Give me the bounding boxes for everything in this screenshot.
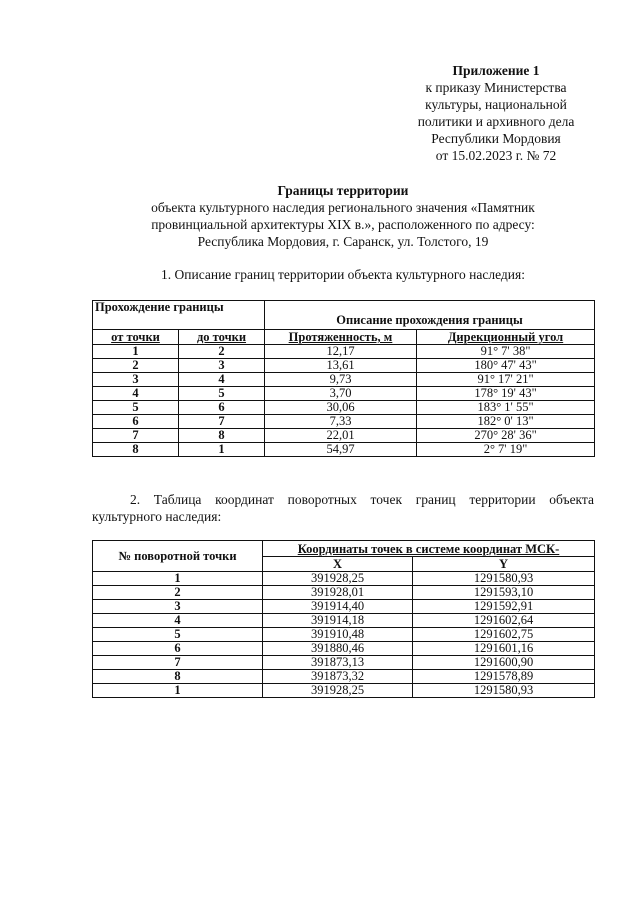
cell-point: 8 bbox=[93, 670, 263, 684]
appendix-line: Республики Мордовия bbox=[431, 131, 561, 146]
cell-length: 9,73 bbox=[265, 373, 417, 387]
table-row bbox=[93, 656, 595, 670]
cell-x: 391914,18 bbox=[263, 614, 413, 628]
table-row bbox=[93, 586, 595, 600]
cell-point: 3 bbox=[93, 600, 263, 614]
cell-angle: 91° 7' 38" bbox=[417, 345, 595, 359]
table-row bbox=[93, 670, 595, 684]
cell-length: 22,01 bbox=[265, 429, 417, 443]
table-header-row bbox=[93, 541, 595, 557]
cell-angle: 183° 1' 55" bbox=[417, 401, 595, 415]
table-row bbox=[93, 401, 595, 415]
column-header-x: X bbox=[263, 556, 413, 572]
cell-y: 1291602,64 bbox=[413, 614, 595, 628]
table-row bbox=[93, 415, 595, 429]
cell-point: 1 bbox=[93, 684, 263, 698]
cell-x: 391928,25 bbox=[263, 572, 413, 586]
header-boundary-pass: Прохождение границы bbox=[93, 301, 265, 330]
boundary-description-table bbox=[92, 300, 595, 457]
column-header-from-point: от точки bbox=[93, 330, 179, 345]
table-row bbox=[93, 359, 595, 373]
cell-y: 1291580,93 bbox=[413, 572, 595, 586]
cell-angle: 270° 28' 36" bbox=[417, 429, 595, 443]
cell-point: 5 bbox=[93, 628, 263, 642]
table-row bbox=[93, 373, 595, 387]
cell-from: 5 bbox=[93, 401, 179, 415]
header-coordinates: Координаты точек в системе координат МСК- bbox=[263, 541, 595, 557]
cell-y: 1291593,10 bbox=[413, 586, 595, 600]
appendix-line: культуры, национальной bbox=[425, 97, 567, 112]
table-row bbox=[93, 628, 595, 642]
table-row bbox=[93, 642, 595, 656]
column-header-y: Y bbox=[413, 556, 595, 572]
cell-to: 1 bbox=[179, 443, 265, 457]
cell-to: 5 bbox=[179, 387, 265, 401]
appendix-block bbox=[388, 62, 604, 164]
cell-to: 2 bbox=[179, 345, 265, 359]
cell-to: 8 bbox=[179, 429, 265, 443]
cell-x: 391873,13 bbox=[263, 656, 413, 670]
cell-length: 3,70 bbox=[265, 387, 417, 401]
cell-to: 4 bbox=[179, 373, 265, 387]
cell-from: 1 bbox=[93, 345, 179, 359]
cell-point: 7 bbox=[93, 656, 263, 670]
cell-from: 6 bbox=[93, 415, 179, 429]
cell-y: 1291601,16 bbox=[413, 642, 595, 656]
cell-length: 54,97 bbox=[265, 443, 417, 457]
table-row bbox=[93, 572, 595, 586]
coordinates-table bbox=[92, 540, 595, 698]
table-row bbox=[93, 429, 595, 443]
title-line: объекта культурного наследия регионального значения «Памятник bbox=[151, 200, 535, 215]
document-title: Границы территории bbox=[277, 183, 409, 198]
cell-y: 1291578,89 bbox=[413, 670, 595, 684]
cell-from: 2 bbox=[93, 359, 179, 373]
cell-length: 7,33 bbox=[265, 415, 417, 429]
cell-point: 6 bbox=[93, 642, 263, 656]
appendix-heading: Приложение 1 bbox=[452, 63, 540, 78]
cell-from: 3 bbox=[93, 373, 179, 387]
cell-x: 391928,01 bbox=[263, 586, 413, 600]
cell-from: 8 bbox=[93, 443, 179, 457]
cell-angle: 180° 47' 43" bbox=[417, 359, 595, 373]
cell-x: 391880,46 bbox=[263, 642, 413, 656]
column-header-direction-angle: Дирекционный угол bbox=[417, 330, 595, 345]
table-row bbox=[93, 443, 595, 457]
section-1-heading: 1. Описание границ территории объекта культурного наследия: bbox=[161, 267, 525, 282]
cell-to: 6 bbox=[179, 401, 265, 415]
cell-x: 391873,32 bbox=[263, 670, 413, 684]
cell-x: 391928,25 bbox=[263, 684, 413, 698]
cell-point: 1 bbox=[93, 572, 263, 586]
header-boundary-description: Описание прохождения границы bbox=[265, 301, 595, 330]
header-point-number: № поворотной точки bbox=[93, 541, 263, 572]
cell-x: 391914,40 bbox=[263, 600, 413, 614]
cell-angle: 91° 17' 21" bbox=[417, 373, 595, 387]
cell-angle: 178° 19' 43" bbox=[417, 387, 595, 401]
cell-y: 1291602,75 bbox=[413, 628, 595, 642]
cell-length: 12,17 bbox=[265, 345, 417, 359]
table-row bbox=[93, 614, 595, 628]
title-line: Республика Мордовия, г. Саранск, ул. Толстого, 19 bbox=[197, 234, 489, 249]
cell-y: 1291600,90 bbox=[413, 656, 595, 670]
appendix-line: политики и архивного дела bbox=[417, 114, 575, 129]
column-header-to-point: до точки bbox=[179, 330, 265, 345]
cell-from: 4 bbox=[93, 387, 179, 401]
cell-point: 4 bbox=[93, 614, 263, 628]
appendix-line: от 15.02.2023 г. № 72 bbox=[435, 148, 557, 163]
cell-y: 1291580,93 bbox=[413, 684, 595, 698]
table-header-row bbox=[93, 301, 595, 330]
cell-to: 3 bbox=[179, 359, 265, 373]
section-2-heading: 2. Таблица координат поворотных точек границ территории объекта культурного наследия: bbox=[92, 492, 594, 524]
cell-point: 2 bbox=[93, 586, 263, 600]
cell-y: 1291592,91 bbox=[413, 600, 595, 614]
cell-length: 13,61 bbox=[265, 359, 417, 373]
table-row bbox=[93, 684, 595, 698]
table-subheader-row bbox=[93, 330, 595, 345]
cell-x: 391910,48 bbox=[263, 628, 413, 642]
cell-angle: 182° 0' 13" bbox=[417, 415, 595, 429]
table-row bbox=[93, 387, 595, 401]
cell-to: 7 bbox=[179, 415, 265, 429]
cell-from: 7 bbox=[93, 429, 179, 443]
appendix-line: к приказу Министерства bbox=[425, 80, 567, 95]
cell-length: 30,06 bbox=[265, 401, 417, 415]
document-title-block bbox=[92, 182, 594, 250]
column-header-length: Протяженность, м bbox=[265, 330, 417, 345]
table-row bbox=[93, 600, 595, 614]
title-line: провинциальной архитектуры XIX в.», расположенного по адресу: bbox=[151, 217, 535, 232]
cell-angle: 2° 7' 19" bbox=[417, 443, 595, 457]
table-row bbox=[93, 345, 595, 359]
